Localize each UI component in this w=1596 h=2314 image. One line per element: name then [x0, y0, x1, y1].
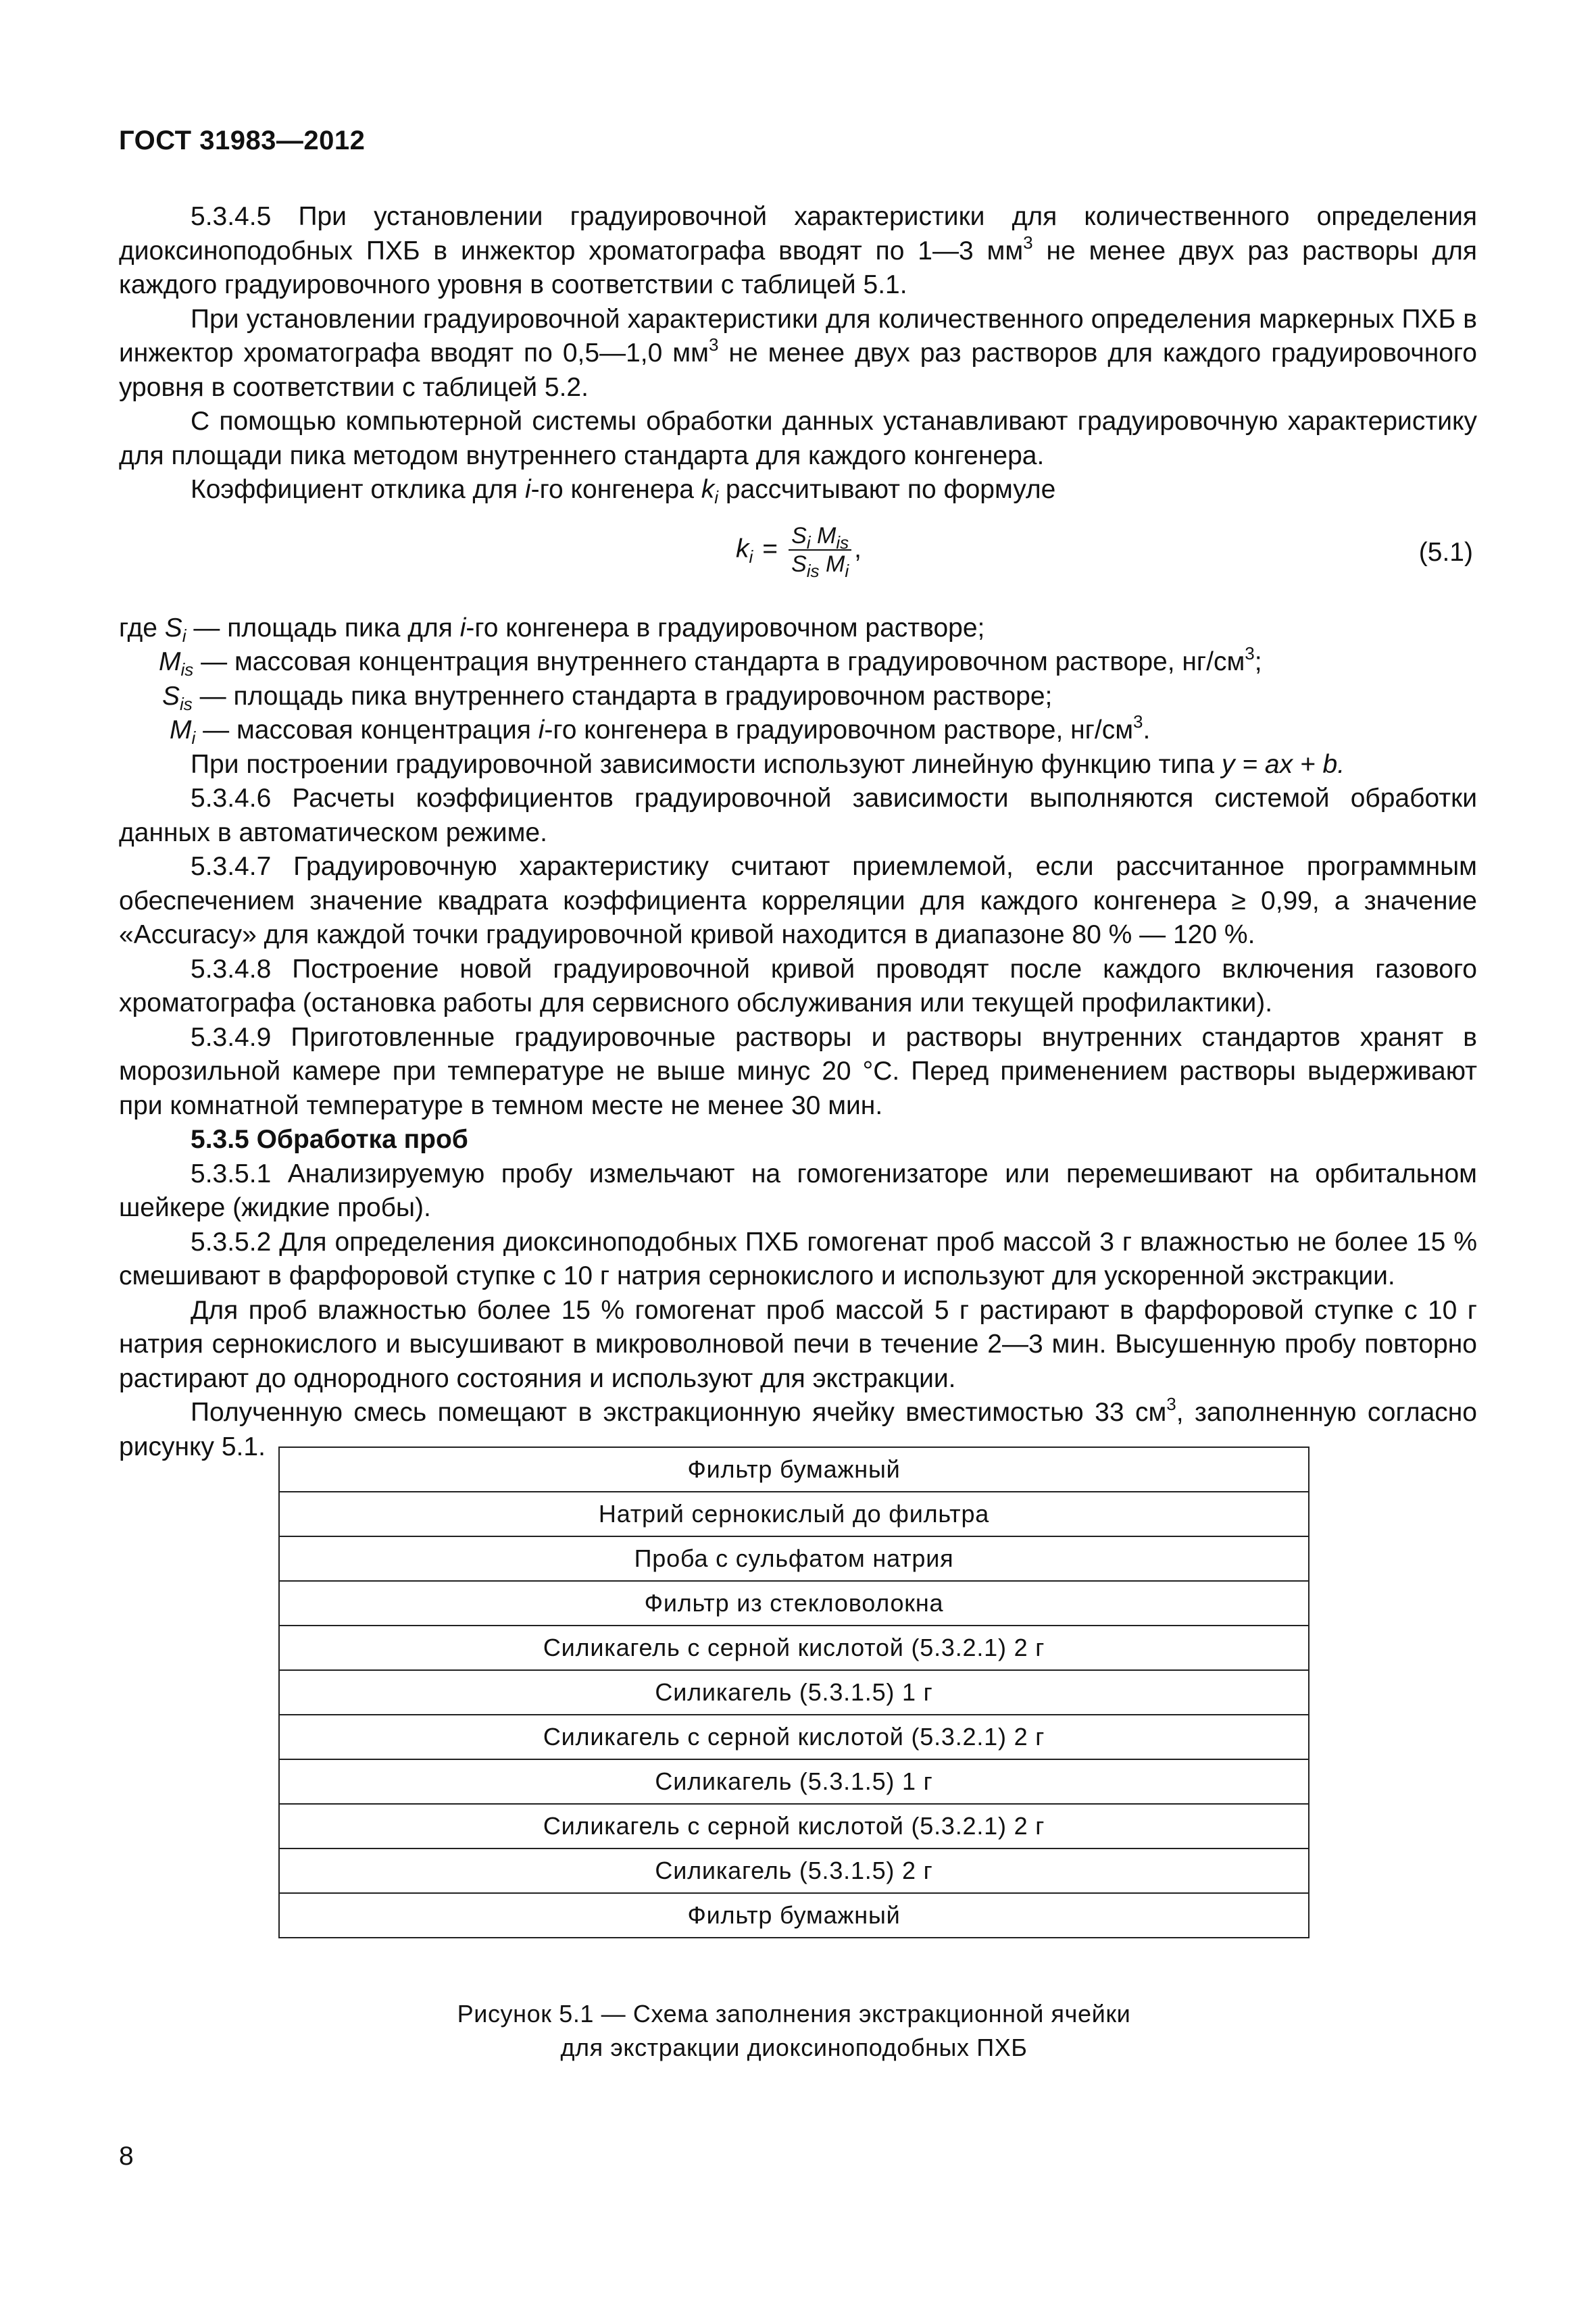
- definition: $S_{is}$ — площадь пика внутреннего стандарта в градуировочном растворе;: [162, 681, 1053, 714]
- layer-row: [279, 1848, 1309, 1893]
- paragraph: 5.3.4.9 Приготовленные градуировочные растворы и растворы внутренних стандартов хранят в морозильной камере при температуре не выше минус 20 °С. Перед применением растворы выдерживают при комнатной температуре в темном месте не менее 30 мин.: [119, 1022, 1477, 1120]
- definition: $M_i$ — массовая концентрация i-го конгенера в градуировочном растворе, $нг/см^3$.: [170, 711, 1151, 748]
- layer-label: Силикагель (5.3.1.5) 1 г: [279, 1759, 1309, 1804]
- layer-row: [279, 1536, 1309, 1581]
- layer-label: Силикагель (5.3.1.5) 2 г: [279, 1848, 1309, 1893]
- paragraph: Коэффициент отклика для i-го конгенера $k_i$ рассчитывают по формуле: [191, 475, 1056, 507]
- formula-fraction: $\frac{S_i M_{is}}{S_{is} M_i}$: [789, 522, 851, 578]
- formula-expression: $k_i$ = $\frac{S_i M_{is}}{S_{is} M_i}$ ,: [736, 522, 862, 581]
- paragraph: 5.3.4.6 Расчеты коэффициентов градуировочной зависимости выполняются системой обработки данных в автоматическом режиме.: [119, 784, 1477, 847]
- document-header: ГОСТ 31983—2012: [119, 126, 366, 155]
- layer-row: [279, 1759, 1309, 1804]
- paragraph: 5.3.4.8 Построение новой градуировочной кривой проводят после каждого включения газового хроматографа (остановка работы для сервисного обслуживания или текущей профилактики).: [119, 954, 1477, 1017]
- layer-label: Силикагель (5.3.1.5) 1 г: [279, 1670, 1309, 1715]
- extraction-cell-diagram: [278, 1447, 1310, 1938]
- layer-row: [279, 1893, 1309, 1938]
- page-number: 8: [119, 2142, 134, 2171]
- definition: где $S_i$ — площадь пика для i-го конгенера в градуировочном растворе;: [119, 613, 985, 646]
- layer-row: [279, 1670, 1309, 1715]
- paragraph: 5.3.5.1 Анализируемую пробу измельчают на гомогенизаторе или перемешивают на орбитальном шейкере (жидкие пробы).: [119, 1159, 1477, 1222]
- section-heading: 5.3.5 Обработка проб: [191, 1125, 468, 1154]
- paragraph: 5.3.5.2 Для определения диоксиноподобных ПХБ гомогенат проб массой 3 г влажностью не более 15 % смешивают в фарфоровой ступке с 10 г натрия сернокислого и используют для ускоренной экстракции.: [119, 1227, 1477, 1290]
- figure-caption: Рисунок 5.1 — Схема заполнения экстракционной ячейки для экстракции диоксиноподобных ПХБ: [457, 2000, 1131, 2061]
- layer-label: Силикагель с серной кислотой (5.3.2.1) 2 г: [279, 1626, 1309, 1670]
- layer-row: [279, 1715, 1309, 1759]
- paragraph: Для проб влажностью более 15 % гомогенат проб массой 5 г растирают в фарфоровой ступке с 10 г натрия сернокислого и высушивают в микроволновой печи в течение 2—3 мин. Высушенную пробу повторно растирают до однородного состояния и используют для экстракции.: [119, 1295, 1477, 1393]
- paragraph: При построении градуировочной зависимости используют линейную функцию типа y = ax + b.: [191, 749, 1345, 779]
- layer-label: Силикагель с серной кислотой (5.3.2.1) 2 г: [279, 1715, 1309, 1759]
- layer-row: [279, 1804, 1309, 1848]
- definition: $M_{is}$ — массовая концентрация внутреннего стандарта в градуировочном растворе, $нг/см^3$;: [159, 643, 1262, 680]
- layer-row: [279, 1581, 1309, 1626]
- formula-number: (5.1): [1418, 537, 1473, 567]
- layer-row: [279, 1447, 1309, 1492]
- layer-label: Проба с сульфатом натрия: [279, 1536, 1309, 1581]
- layer-label: Фильтр бумажный: [279, 1893, 1309, 1938]
- layer-label: Фильтр бумажный: [279, 1447, 1309, 1492]
- paragraph: 5.3.4.5 При установлении градуировочной характеристики для количественного определения диоксиноподобных ПХБ в инжектор хроматографа вводят по 1—3 $мм^3$ не менее двух раз растворы для каждого градуировочного уровня в соответствии с таблицей 5.1.: [119, 202, 1478, 299]
- layer-label: Фильтр из стекловолокна: [279, 1581, 1309, 1626]
- layer-label: Натрий сернокислый до фильтра: [279, 1492, 1309, 1536]
- layer-label: Силикагель с серной кислотой (5.3.2.1) 2 г: [279, 1804, 1309, 1848]
- layer-row: [279, 1492, 1309, 1536]
- layer-row: [279, 1626, 1309, 1670]
- document-body: [119, 200, 1477, 1464]
- paragraph: При установлении градуировочной характеристики для количественного определения маркерных ПХБ в инжектор хроматографа вводят по 0,5—1,0 $мм^3$ не менее двух раз растворов для каждого градуировочного уровня в соответствии с таблицей 5.2.: [119, 304, 1477, 402]
- formula-5-1: [119, 510, 1477, 611]
- paragraph: Полученную смесь помещают в экстракционную ячейку вместимостью 33 $см^3$, заполненную согласно рисунку 5.1.: [119, 1394, 1477, 1461]
- paragraph: 5.3.4.7 Градуировочную характеристику считают приемлемой, если рассчитанное программным обеспечением значение квадрата коэффициента корреляции для каждого конгенера ≥ 0,99, а значение «Accuracy» для каждой точки градуировочной кривой находится в диапазоне 80 % — 120 %.: [119, 852, 1477, 949]
- paragraph: С помощью компьютерной системы обработки данных устанавливают градуировочную характеристику для площади пика методом внутреннего стандарта для каждого конгенера.: [119, 407, 1477, 470]
